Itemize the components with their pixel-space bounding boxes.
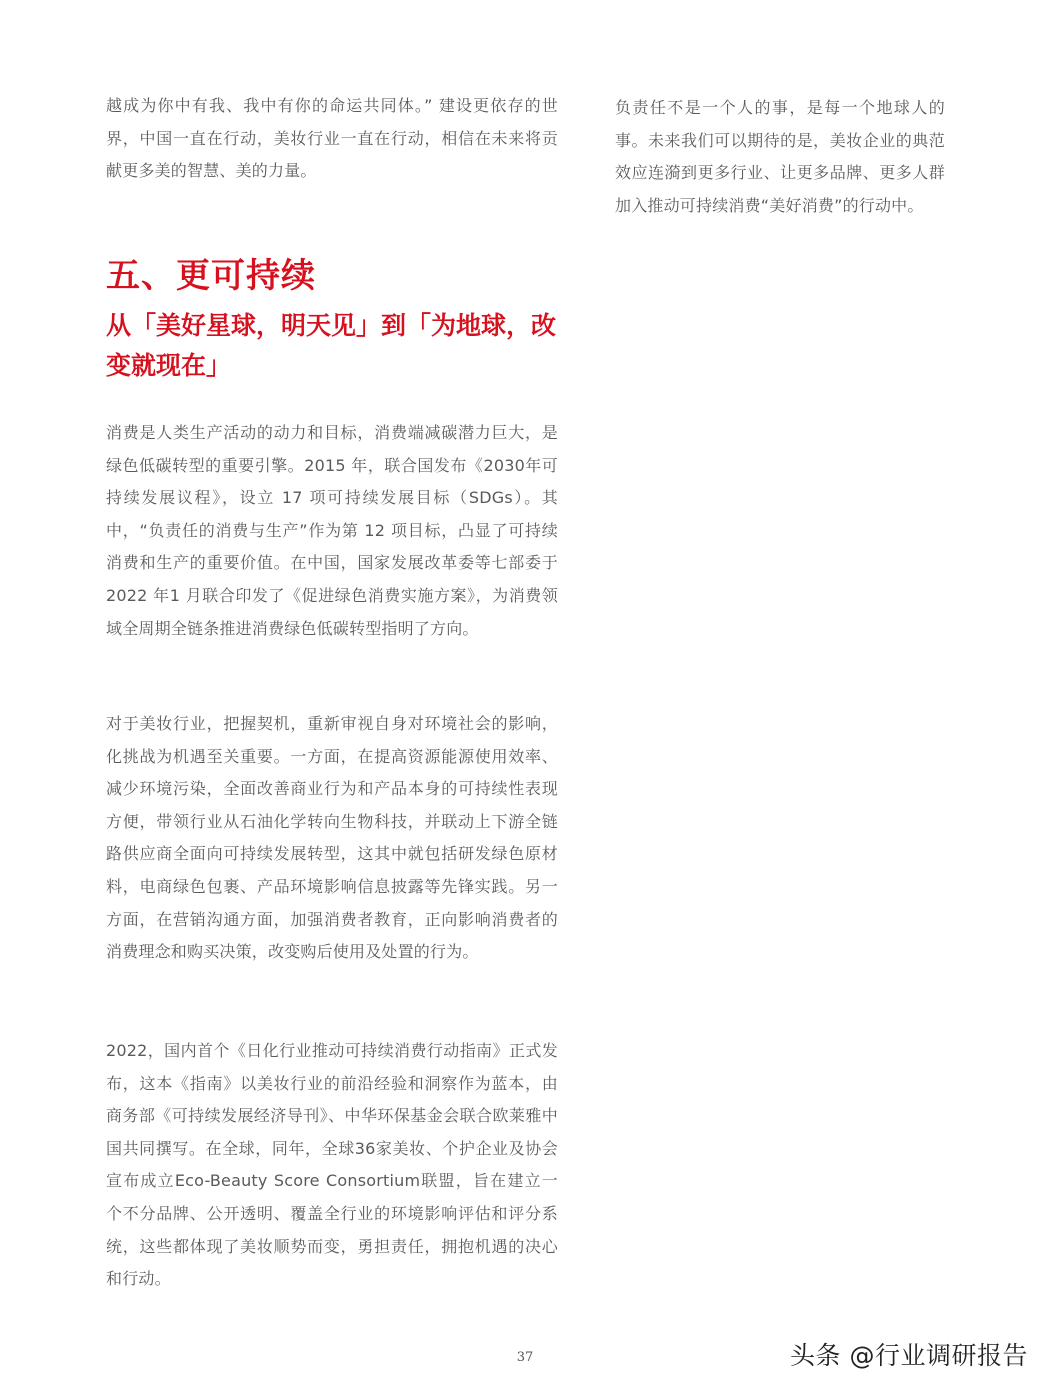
section-subheading: 从「美好星球，明天见」到「为地球，改变就现在」 [106,311,557,380]
source-watermark: 头条 @行业调研报告 [790,1341,1028,1370]
body-paragraph-3: 2022，国内首个《日化行业推动可持续消费行动指南》正式发布，这本《指南》以美妆行业的前沿经验和洞察作为蓝本，由商务部《可持续发展经济导刊》、中华环保基金会联合欧莱雅中国共同撰写。在全球，同年，全球36家美妆、个护企业及协会宣布成立Eco-Beauty Score Consortium联盟，旨在建立一个不分品牌、公开透明、覆盖全行业的环境影响评估和评分系统，这些都体现了美妆顺势而变，勇担责任，拥抱机遇的决心和行动。 [106,1041,558,1289]
page-number: 37 [516,1350,534,1365]
right-paragraph-1: 负责任不是一个人的事，是每一个地球人的事。未来我们可以期待的是，美妆企业的典范效应连漪到更多行业、让更多品牌、更多人群加入推动可持续消费“美好消费”的行动中。 [615,98,945,215]
body-paragraph-1: 消费是人类生产活动的动力和目标，消费端减碳潜力巨大，是绿色低碳转型的重要引擎。2015 年，联合国发布《2030年可持续发展议程》，设立 17 项可持续发展目标（SDGs）。其中，“负责任的消费与生产”作为第 12 项目标，凸显了可持续消费和生产的重要价值。在中国，国家发展改革委等七部委于 2022 年1 月联合印发了《促进绿色消费实施方案》，为消费领域全周期全链条推进消费绿色低碳转型指明了方向。 [106,423,558,638]
section-heading: 五、更可持续 [106,256,316,296]
body-paragraph-2: 对于美妆行业，把握契机，重新审视自身对环境社会的影响，化挑战为机遇至关重要。一方面，在提高资源能源使用效率、减少环境污染，全面改善商业行为和产品本身的可持续性表现方便，带领行业从石油化学转向生物科技，并联动上下游全链路供应商全面向可持续发展转型，这其中就包括研发绿色原材料，电商绿色包裹、产品环境影响信息披露等先锋实践。另一方面，在营销沟通方面，加强消费者教育，正向影响消费者的消费理念和购买决策，改变购后使用及处置的行为。 [106,714,558,962]
intro-paragraph: 越成为你中有我、我中有你的命运共同体。” 建设更依存的世界，中国一直在行动，美妆行业一直在行动，相信在未来将贡献更多美的智慧、美的力量。 [106,96,558,181]
